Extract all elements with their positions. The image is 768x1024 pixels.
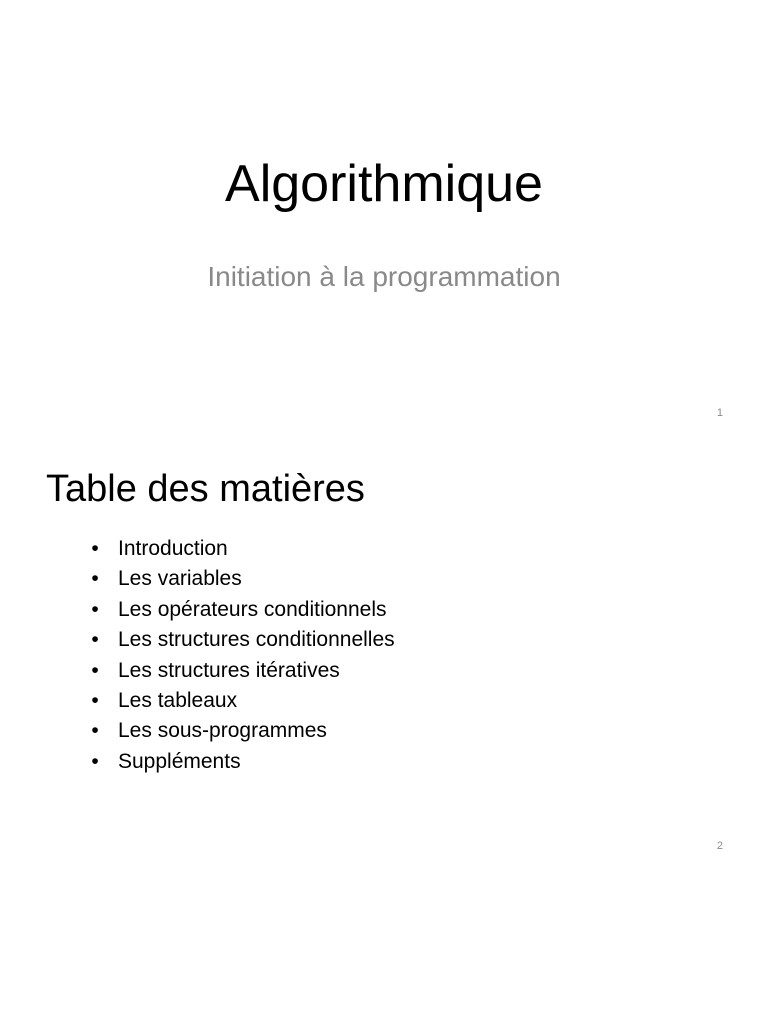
toc-item-label: Les opérateurs conditionnels	[118, 597, 387, 621]
toc-item-label: Les structures itératives	[118, 658, 340, 682]
toc-item-label: Les tableaux	[118, 689, 238, 713]
slide-title: Algorithmique	[225, 155, 543, 213]
bullet-icon: •	[91, 597, 99, 621]
slide-number: 1	[716, 407, 723, 419]
bullet-icon: •	[91, 537, 99, 560]
toc-list	[88, 534, 395, 777]
toc-item	[88, 716, 395, 746]
table-of-contents-slide	[0, 432, 768, 864]
toc-item-label: Les variables	[118, 567, 242, 591]
bullet-icon: •	[91, 719, 99, 743]
bullet-icon: •	[91, 749, 99, 773]
toc-item-label: Les sous-programmes	[118, 719, 327, 743]
toc-item-label: Introduction	[118, 537, 228, 560]
toc-item	[88, 534, 395, 564]
title-slide	[0, 0, 768, 432]
slide-number: 2	[716, 840, 723, 852]
toc-item	[88, 564, 395, 594]
bullet-icon: •	[91, 689, 99, 713]
toc-item	[88, 625, 395, 655]
slide-subtitle: Initiation à la programmation	[207, 261, 561, 292]
toc-item	[88, 747, 395, 777]
toc-item	[88, 595, 395, 625]
bullet-icon: •	[91, 567, 99, 591]
toc-item-label: Les structures conditionnelles	[118, 628, 395, 652]
bullet-icon: •	[91, 658, 99, 682]
toc-item	[88, 656, 395, 686]
toc-heading: Table des matières	[46, 468, 365, 510]
bullet-icon: •	[91, 628, 99, 652]
toc-item-label: Suppléments	[118, 749, 241, 773]
toc-item	[88, 686, 395, 716]
